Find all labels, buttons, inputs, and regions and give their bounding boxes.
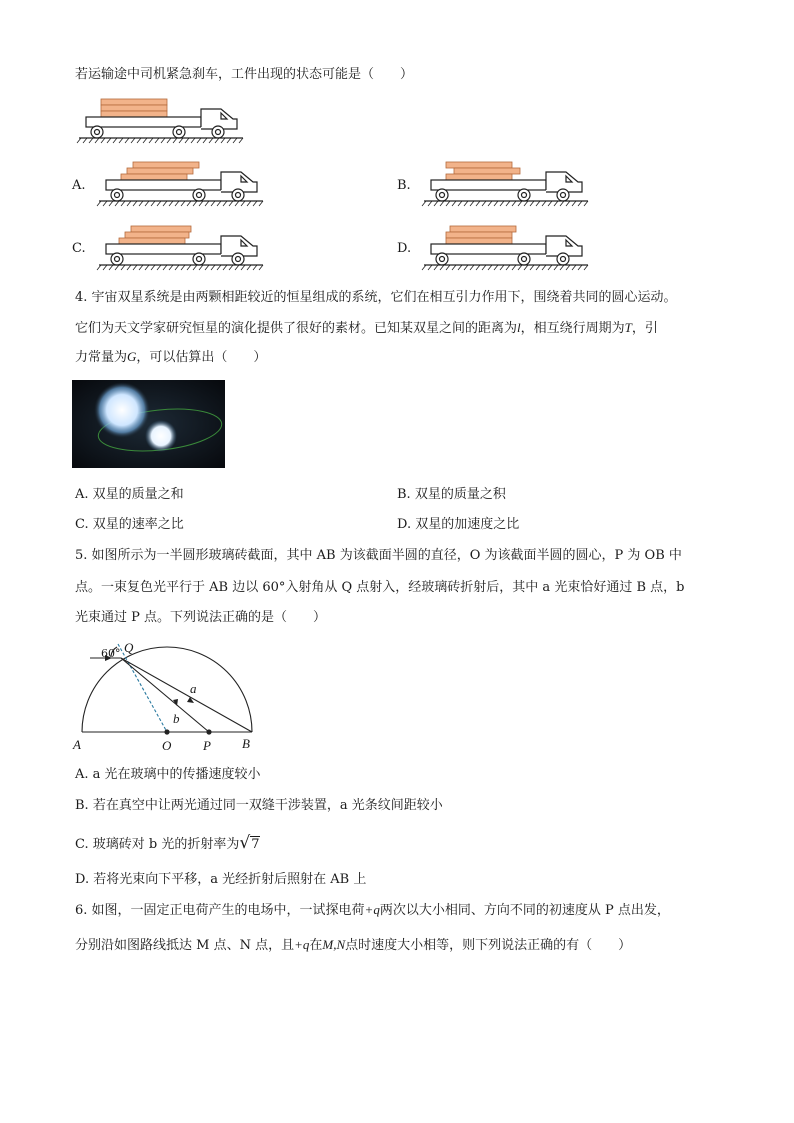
- q4-option-a: A. 双星的质量之和: [75, 487, 184, 502]
- q5-option-b: B. 若在真空中让两光通过同一双缝干涉装置，a 光条纹间距较小: [75, 798, 443, 813]
- q5-line-3: 光束通过 P 点。下列说法正确的是（ ）: [75, 610, 327, 625]
- sqrt-icon: √: [239, 833, 251, 853]
- charge-q: +q: [364, 902, 380, 917]
- q3-option-c-label: C.: [72, 241, 86, 256]
- q5-option-c: C. 玻璃砖对 b 光的折射率为√7: [75, 833, 260, 853]
- var-l: l: [517, 320, 521, 335]
- q6-line-2: 分别沿如图路线抵达 M 点、N 点，且+q在M,N点时速度大小相等，则下列说法正确的有（ ）: [75, 937, 632, 953]
- var-T: T: [624, 320, 632, 335]
- q3-stem: 若运输途中司机紧急刹车，工件出现的状态可能是（ ）: [75, 67, 414, 82]
- q4-option-d: D. 双星的加速度之比: [397, 517, 520, 532]
- q4-option-b: B. 双星的质量之积: [397, 487, 506, 502]
- q5-fig-A: A: [73, 737, 81, 752]
- truck-reference-figure: [75, 95, 245, 150]
- q5-fig-a: a: [190, 681, 197, 696]
- truck-option-a-figure: [95, 158, 265, 213]
- q4-line-3: 力常量为G，可以估算出（ ）: [75, 349, 267, 365]
- q5-fig-angle: 60°: [101, 647, 121, 660]
- q5-fig-b: b: [173, 711, 180, 726]
- q3-option-a-label: A.: [72, 178, 86, 193]
- q5-fig-B: B: [242, 736, 250, 751]
- q5-option-d: D. 若将光束向下平移，a 光经折射后照射在 AB 上: [75, 872, 367, 887]
- q5-fig-O: O: [162, 738, 172, 753]
- truck-option-c-figure: [95, 222, 265, 277]
- q6-line-1: 6. 如图，一固定正电荷产生的电场中，一试探电荷+q两次以大小相同、方向不同的初速度从 P 点出发，: [75, 902, 670, 918]
- q4-option-c: C. 双星的速率之比: [75, 517, 184, 532]
- q4-line-1: 4. 宇宙双星系统是由两颗相距较近的恒星组成的系统，它们在相互引力作用下，围绕着共同的圆心运动。: [75, 290, 677, 305]
- q3-option-d-label: D.: [397, 241, 412, 256]
- q5-fig-P: P: [203, 738, 211, 753]
- sqrt-value: 7: [251, 837, 260, 852]
- q5-fig-Q: Q: [124, 640, 134, 655]
- truck-option-d-figure: [420, 222, 590, 277]
- points-MN: M,N: [322, 937, 346, 952]
- q4-line-2: 它们为天文学家研究恒星的演化提供了很好的素材。已知某双星之间的距离为l，相互绕行周期为T，引: [75, 320, 658, 336]
- truck-option-b-figure: [420, 158, 590, 213]
- q5-line-1: 5. 如图所示为一半圆形玻璃砖截面，其中 AB 为该截面半圆的直径，O 为该截面半圆的圆心，P 为 OB 中: [75, 548, 682, 563]
- var-G: G: [127, 349, 137, 364]
- q3-option-b-label: B.: [397, 178, 411, 193]
- binary-star-image: [72, 380, 225, 468]
- q5-line-2: 点。一束复色光平行于 AB 边以 60°入射角从 Q 点射入，经玻璃砖折射后，其中 a 光束恰好通过 B 点，b: [75, 580, 685, 595]
- q5-option-a: A. a 光在玻璃中的传播速度较小: [75, 767, 261, 782]
- charge-q-2: +q: [294, 937, 310, 952]
